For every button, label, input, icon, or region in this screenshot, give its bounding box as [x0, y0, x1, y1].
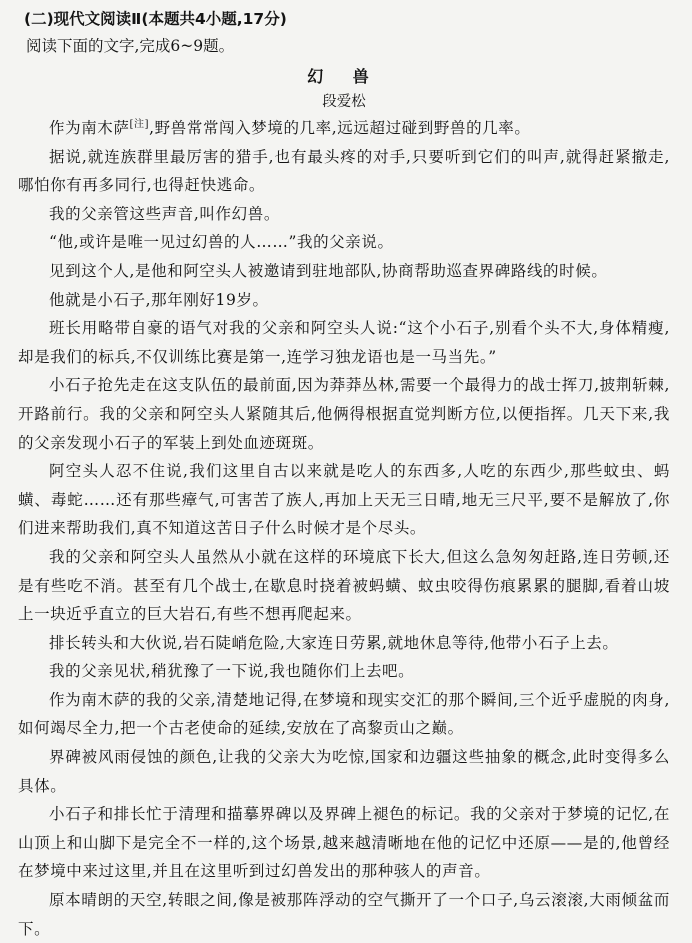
article-author: 段爱松: [322, 94, 366, 110]
reading-instruction: 阅读下面的文字,完成6~9题。: [26, 37, 235, 55]
paragraph-12: 我的父亲见状,稍犹豫了一下说,我也随你们上去吧。: [49, 662, 415, 681]
paragraph-15: 小石子和排长忙于清理和描摹界碑以及界碑上褪色的标记。我的父亲对于梦境的记忆,在山顶上和山脚下是完全不一样的,这个场景,越来越清晰地在他的记忆中还原——是的,他曾经在梦境中来过这里,并且在这里听到过幻兽发出的那种骇人的声音。: [18, 805, 670, 881]
paragraph-4: “他,或许是唯一见过幻兽的人……”我的父亲说。: [49, 233, 394, 252]
footnote-marker: [注]: [129, 118, 150, 130]
paragraph-1-start: 作为南木萨: [49, 119, 130, 137]
paragraph-8: 小石子抢先走在这支队伍的最前面,因为莽莽丛林,需要一个最得力的战士挥刀,披荆斩棘,开路前行。我的父亲和阿空头人紧随其后,他俩得根据直觉判断方位,以便指挥。几天下来,我的父亲发现小石子的军装上到处血迹斑斑。: [18, 376, 670, 452]
paragraph-13: 作为南木萨的我的父亲,清楚地记得,在梦境和现实交汇的那个瞬间,三个近乎虚脱的肉身,如何竭尽全力,把一个古老使命的延续,安放在了高黎贡山之巅。: [18, 690, 670, 738]
paragraph-2: 据说,就连族群里最厉害的猎手,也有最头疼的对手,只要听到它们的叫声,就得赶紧撤走,哪怕你有再多同行,也得赶快逃命。: [18, 147, 670, 195]
paragraph-1-rest: ,野兽常常闯入梦境的几率,远远超过碰到野兽的几率。: [149, 119, 531, 137]
paragraph-14: 界碑被风雨侵蚀的颜色,让我的父亲大为吃惊,国家和边疆这些抽象的概念,此时变得多么具体。: [18, 748, 670, 795]
paragraph-5: 见到这个人,是他和阿空头人被邀请到驻地部队,协商帮助巡查界碑路线的时候。: [49, 261, 608, 280]
paragraph-11: 排长转头和大伙说,岩石陡峭危险,大家连日劳累,就地休息等待,他带小石子上去。: [49, 633, 619, 652]
paragraph-6: 他就是小石子,那年刚好19岁。: [49, 290, 269, 309]
paragraph-1: [18, 114, 670, 143]
paragraph-3: 我的父亲管这些声音,叫作幻兽。: [49, 204, 280, 223]
paragraph-7: 班长用略带自豪的语气对我的父亲和阿空头人说:“这个小石子,别看个头不大,身体精瘦,却是我们的标兵,不仅训练比赛是第一,连学习独龙语也是一马当先。”: [18, 319, 670, 366]
section-heading: (二)现代文阅读Ⅱ(本题共4小题,17分): [24, 10, 287, 28]
article-title: 幻 兽: [307, 67, 381, 86]
article-body: [18, 114, 670, 943]
paragraph-10: 我的父亲和阿空头人虽然从小就在这样的环境底下长大,但这么急匆匆赶路,连日劳顿,还是有些吃不消。甚至有几个战士,在歇息时挠着被蚂蟥、蚊虫咬得伤痕累累的腿脚,看着山坡上一块近乎直立的巨大岩石,有些不想再爬起来。: [18, 547, 670, 624]
paragraph-16: 原本晴朗的天空,转眼之间,像是被那阵浮动的空气撕开了一个口子,乌云滚滚,大雨倾盆而下。: [18, 891, 670, 938]
paragraph-9: 阿空头人忍不住说,我们这里自古以来就是吃人的东西多,人吃的东西少,那些蚊虫、蚂蟥、毒蛇……还有那些瘴气,可害苦了族人,再加上天无三日晴,地无三尺平,要不是解放了,你们进来帮助我们,真不知道这苦日子什么时候才是个尽头。: [18, 462, 670, 538]
